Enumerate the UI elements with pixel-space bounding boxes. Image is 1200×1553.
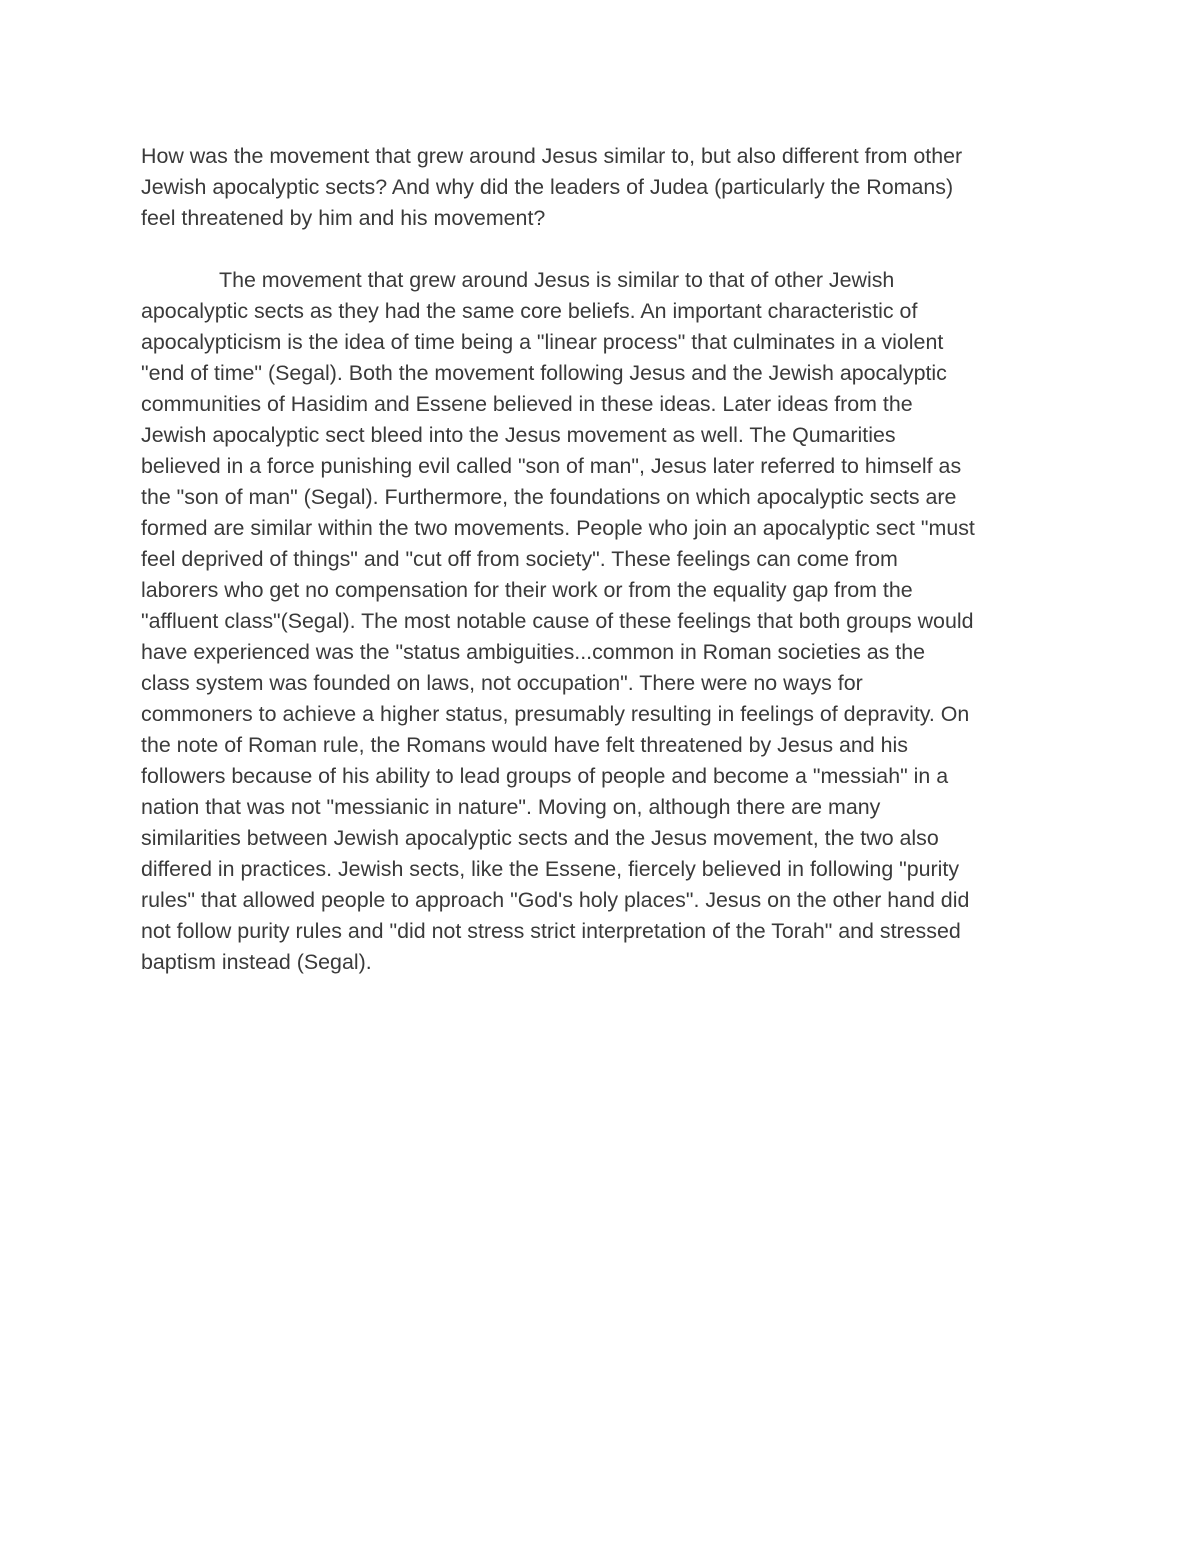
answer-line: the "son of man" (Segal). Furthermore, the foundations on which apocalyptic sects are bbox=[141, 485, 957, 509]
answer-line: formed are similar within the two movements. People who join an apocalyptic sect "must bbox=[141, 516, 975, 540]
answer-line: have experienced was the "status ambiguities...common in Roman societies as the bbox=[141, 640, 925, 664]
answer-line: feel deprived of things" and "cut off from society". These feelings can come from bbox=[141, 547, 898, 571]
question-paragraph bbox=[141, 141, 1071, 234]
answer-line: followers because of his ability to lead groups of people and become a "messiah" in a bbox=[141, 764, 949, 788]
answer-line: "affluent class"(Segal). The most notable cause of these feelings that both groups would bbox=[141, 609, 974, 633]
answer-line: believed in a force punishing evil called "son of man", Jesus later referred to himself as bbox=[141, 454, 962, 478]
answer-line: The movement that grew around Jesus is similar to that of other Jewish bbox=[219, 268, 895, 292]
answer-line: differed in practices. Jewish sects, like the Essene, fiercely believed in following "purity bbox=[141, 857, 960, 881]
answer-line: nation that was not "messianic in nature". Moving on, although there are many bbox=[141, 795, 881, 819]
question-line: How was the movement that grew around Jesus similar to, but also different from other bbox=[141, 144, 963, 168]
answer-paragraph bbox=[141, 265, 1071, 978]
question-line: feel threatened by him and his movement? bbox=[141, 206, 546, 230]
answer-line: apocalypticism is the idea of time being a "linear process" that culminates in a violent bbox=[141, 330, 944, 354]
answer-line: apocalyptic sects as they had the same core beliefs. An important characteristic of bbox=[141, 299, 918, 323]
answer-line: commoners to achieve a higher status, presumably resulting in feelings of depravity. On bbox=[141, 702, 970, 726]
answer-line: the note of Roman rule, the Romans would have felt threatened by Jesus and his bbox=[141, 733, 908, 757]
answer-line: not follow purity rules and "did not stress strict interpretation of the Torah" and stressed bbox=[141, 919, 961, 943]
question-line: Jewish apocalyptic sects? And why did the leaders of Judea (particularly the Romans) bbox=[141, 175, 954, 199]
answer-line: rules" that allowed people to approach "God's holy places". Jesus on the other hand did bbox=[141, 888, 970, 912]
answer-line: Jewish apocalyptic sect bleed into the Jesus movement as well. The Qumarities bbox=[141, 423, 896, 447]
answer-line: class system was founded on laws, not occupation". There were no ways for bbox=[141, 671, 863, 695]
answer-line: similarities between Jewish apocalyptic sects and the Jesus movement, the two also bbox=[141, 826, 939, 850]
answer-line: baptism instead (Segal). bbox=[141, 950, 372, 974]
answer-line: laborers who get no compensation for their work or from the equality gap from the bbox=[141, 578, 913, 602]
answer-line: communities of Hasidim and Essene believed in these ideas. Later ideas from the bbox=[141, 392, 913, 416]
answer-line: "end of time" (Segal). Both the movement following Jesus and the Jewish apocalyptic bbox=[141, 361, 947, 385]
